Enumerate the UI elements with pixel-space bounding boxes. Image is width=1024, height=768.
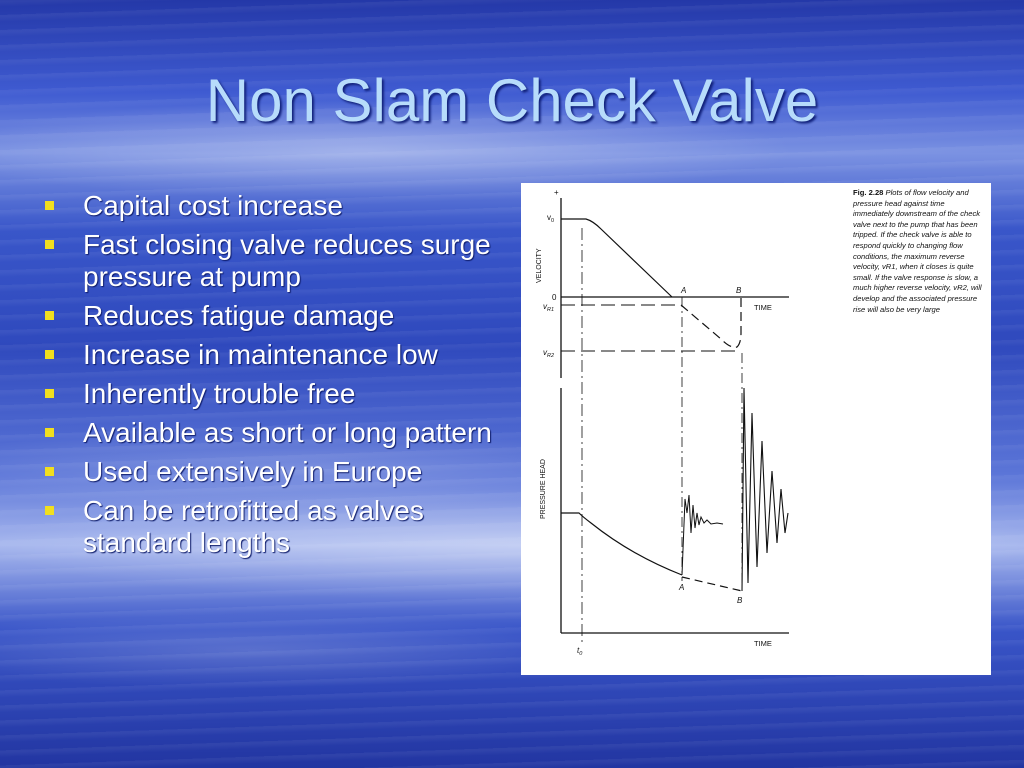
bullet-item [40,417,505,449]
bullet-text: Used extensively in Europe [83,456,423,487]
pressure-point-a-label: A [679,583,685,592]
square-bullet-icon [45,467,54,476]
bullet-item [40,339,505,371]
bullet-text: Fast closing valve reduces surge pressure at pump [83,229,491,292]
bullet-item [40,378,505,410]
top-time-label: TIME [754,303,772,312]
square-bullet-icon [45,389,54,398]
bullet-item [40,300,505,332]
velocity-curve [561,219,672,297]
pressure-curve [561,513,682,575]
figure-caption [853,188,986,315]
bullet-text: Inherently trouble free [83,378,356,409]
square-bullet-icon [45,311,54,320]
zero-label: 0 [552,293,557,302]
slow-valve-pressure-curve [682,577,742,591]
bullet-text: Can be retrofitted as valves standard lengths [83,495,424,558]
square-bullet-icon [45,201,54,210]
bullet-text: Reduces fatigue damage [83,300,395,331]
bottom-time-label: TIME [754,639,772,648]
bullet-text: Available as short or long pattern [83,417,492,448]
square-bullet-icon [45,506,54,515]
bullet-item [40,229,505,293]
point-a-label: A [681,286,687,295]
bullet-list [40,190,505,566]
bullet-text: Capital cost increase [83,190,343,221]
pressure-axis-label: PRESSURE HEAD [540,459,547,519]
figure-caption-text: Plots of flow velocity and pressure head against time immediately downstream of the check valve next to the pump that has been tripped. If the check valve is able to respond quickly to changing flow conditions, the maximum reverse velocity, vR1, when it closes is quite small. If the valve response is slow, a much higher reverse velocity, vR2, will develop and the associated pressure rise will also be very large [853,188,982,314]
vr2-label: $v_{R2}$ [543,348,555,359]
valve-response-figure [521,183,991,675]
large-surge-oscillation [742,388,788,591]
square-bullet-icon [45,240,54,249]
plus-label: + [554,188,559,197]
slide-title: Non Slam Check Valve [205,67,819,134]
square-bullet-icon [45,428,54,437]
bullet-item [40,495,505,559]
bullet-item [40,190,505,222]
bullet-item [40,456,505,488]
figure-number: Fig. 2.28 [853,188,884,197]
point-b-label: B [736,286,742,295]
slow-valve-velocity-curve [681,297,741,347]
t0-label: $t_0$ [577,646,583,657]
small-surge-oscillation [682,495,723,575]
vr1-label: $v_{R1}$ [543,302,555,313]
velocity-axis-label: VELOCITY [536,248,543,283]
bullet-text: Increase in maintenance low [83,339,438,370]
v0-label: $v_0$ [547,213,555,224]
pressure-point-b-label: B [737,596,743,605]
square-bullet-icon [45,350,54,359]
